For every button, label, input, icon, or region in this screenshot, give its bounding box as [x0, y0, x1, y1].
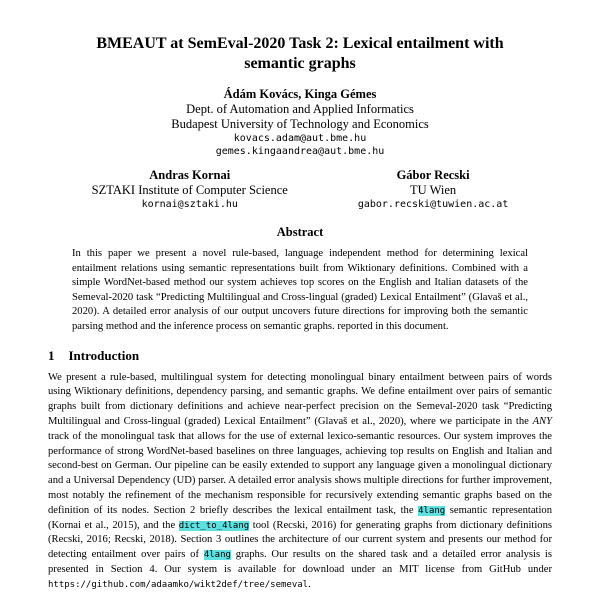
text-segment: track of the monolingual task that allows for the use of external lexico-semantic resources. Our system improves the performance of strong WordNet-based baselines on three languages, achieving top results on English and Italian and second-best on German. Our pipeline can be easily extended to support any language given a monolingual dictionary and a Universal Dependency (UD) parser. A detailed error analysis shows multiple directions for further improvement, most notably the refinement of the mechanism responsible for recursively extending semantic graphs based on the definition of its nodes. Section 2 briefly describes the lexical entailment task, the	[48, 430, 552, 516]
secondary-author-row	[0, 168, 600, 211]
text-segment: We present a rule-based, multilingual system for detecting monolingual binary entailment between pairs of words using Wiktionary definitions, dependency parsing, and semantic graphs. We define entailment over pairs of semantic graphs built from dictionary definitions and achieve near-perfect precision on the Semeval-2020 task “Predicting Multilingual and Cross-lingual (graded) Lexical Entailment” (Glavaš et al., 2020), where we participate in the	[48, 371, 552, 427]
paper-title: BMEAUT at SemEval-2020 Task 2: Lexical entailment with semantic graphs	[96, 35, 504, 72]
author-email: gabor.recski@tuwien.ac.at	[357, 199, 509, 210]
primary-author-university: Budapest University of Technology and Economics	[171, 117, 429, 131]
author-name: Andras Kornai	[149, 168, 231, 182]
dict-to-4lang-link[interactable]: dict_to_4lang	[178, 520, 250, 531]
introduction-paragraph	[48, 371, 552, 593]
github-link[interactable]: https://github.com/adaamko/wikt2def/tree/semeval	[48, 579, 309, 590]
primary-author-block	[0, 87, 600, 158]
text-segment: semantic representation (Kornai et al., 2015), and the	[48, 504, 553, 531]
fourlang-link[interactable]: 4lang	[203, 550, 231, 561]
primary-author-email-2: gemes.kingaandrea@aut.bme.hu	[215, 146, 385, 157]
author-block-kornai	[92, 168, 288, 211]
abstract-heading: Abstract	[276, 225, 324, 239]
primary-author-email-1: kovacs.adam@aut.bme.hu	[233, 133, 367, 144]
author-affiliation: SZTAKI Institute of Computer Science	[91, 183, 288, 197]
abstract-text: In this paper we present a novel rule-based, language independent method for determining lexical entailment relations using semantic representations built from Wiktionary definitions. Combined with a simple WordNet-based method our system achieves top scores on the English and Italian datasets of the Semeval-2020 task “Predicting Multilingual and Cross-lingual (graded) Lexical Entailment” (Glavaš et al., 2020). A detailed error analysis of our output uncovers future directions for improving both the semantic parsing method and the inference process on semantic graphs. reported in this document.	[72, 248, 528, 332]
fourlang-link[interactable]: 4lang	[418, 505, 446, 516]
author-affiliation: TU Wien	[410, 183, 457, 197]
text-segment: tool (Recski, 2016) for generating graphs from dictionary definitions (Recski, 2016; Recski, 2018). Section 3 outlines the architecture of our current system and presents our method for detecting entailment over pairs of	[48, 519, 552, 561]
author-block-recski	[358, 168, 509, 211]
text-segment: ANY	[532, 415, 552, 427]
section-heading-introduction	[48, 348, 600, 364]
author-name: Gábor Recski	[396, 168, 470, 182]
section-title: Introduction	[68, 347, 140, 363]
section-number: 1	[48, 347, 55, 363]
author-email: kornai@sztaki.hu	[141, 199, 238, 210]
primary-author-dept: Dept. of Automation and Applied Informatics	[186, 102, 414, 116]
primary-author-names: Ádám Kovács, Kinga Gémes	[223, 87, 377, 101]
text-segment: graphs. Our results on the shared task and a detailed error analysis is presented in Section 4. Our system is available for download under an MIT license from GitHub under	[48, 549, 552, 575]
text-segment: .	[308, 578, 311, 590]
